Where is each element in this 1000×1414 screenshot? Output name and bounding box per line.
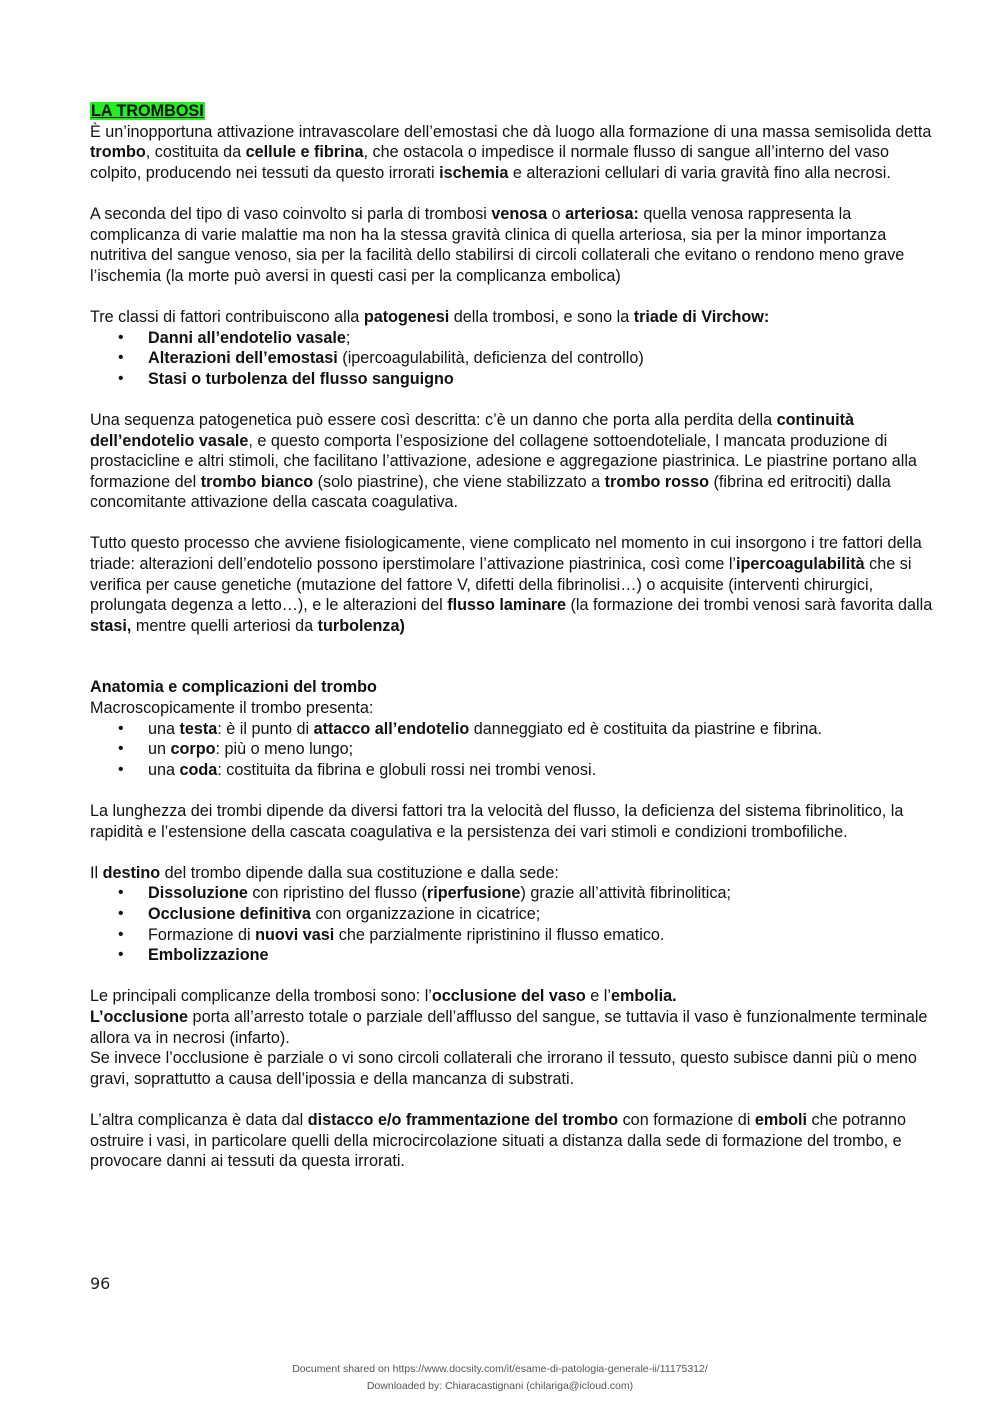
text: con formazione di — [618, 1110, 755, 1129]
text: mentre quelli arteriosi da — [131, 616, 318, 635]
text: , e questo comporta l’esposizione del collagene sottoendoteliale, l mancata produzione di prostacicline e altri stimoli, che facilitano l’attivazione, adesione e aggregazione piastrinica. Le piastrine portano alla formazione del — [90, 431, 917, 491]
paragraph-destino — [90, 863, 940, 884]
bold-text: cellule e fibrina — [245, 143, 364, 162]
paragraph-emboli — [90, 1110, 940, 1172]
text: della trombosi, e sono la — [449, 307, 634, 326]
text: o — [547, 204, 566, 223]
bold-text: attacco all’endotelio — [313, 719, 470, 738]
paragraph-patogenesi — [90, 307, 940, 328]
bold-text: arteriosa: — [565, 204, 639, 223]
bold-text: embolia. — [610, 987, 677, 1006]
document-body — [90, 101, 940, 1172]
bold-text: trombo rosso — [604, 472, 709, 491]
text: (fibrina ed eritrociti) dalla concomitante attivazione della cascata coagulativa. — [90, 472, 891, 512]
paragraph-complicanze — [90, 986, 940, 1007]
paragraph-occlusione — [90, 1007, 940, 1048]
bold-text: stasi, — [90, 616, 132, 635]
list-item — [90, 904, 940, 925]
bold-text: Anatomia e complicazioni del trombo — [90, 678, 377, 697]
list-item — [90, 760, 940, 781]
text: e l’ — [585, 987, 611, 1006]
paragraph-definition — [90, 122, 940, 184]
text: Tutto questo processo che avviene fisiologicamente, viene complicato nel momento in cui insorgono i tre fattori della triade: alterazioni dell’endotelio possono iperstimolare l’attivazione piastrinica, così come l’ — [90, 534, 922, 574]
text: A seconda del tipo di vaso coinvolto si parla di trombosi — [90, 204, 492, 223]
bold-text: riperfusione — [426, 884, 521, 903]
bold-text: testa — [179, 719, 218, 738]
list-item — [90, 925, 940, 946]
text: Tre classi di fattori contribuiscono alla — [90, 307, 364, 326]
list-item — [90, 348, 940, 369]
text: un — [148, 740, 171, 759]
bold-text: coda — [179, 760, 218, 779]
bold-text: L’occlusione — [90, 1007, 189, 1026]
text: , costituita da — [145, 143, 246, 162]
text: una — [148, 760, 180, 779]
text: : più o meno lungo; — [215, 740, 354, 759]
text: danneggiato ed è costituita da piastrine e fibrina. — [469, 719, 823, 738]
bold-text: venosa — [491, 204, 548, 223]
text: Una sequenza patogenetica può essere così descritta: c’è un danno che porta alla perdita della — [90, 410, 777, 429]
section-heading — [90, 677, 940, 698]
page-number: 96 — [90, 1274, 111, 1293]
bold-text: ischemia — [439, 163, 509, 182]
bold-text: emboli — [754, 1110, 808, 1129]
text: con ripristino del flusso ( — [247, 884, 427, 903]
bold-text: triade di Virchow: — [633, 307, 770, 326]
bold-text: continuità dell’endotelio vasale — [90, 410, 854, 450]
paragraph-venosa-arteriosa — [90, 204, 940, 286]
bold-text: patogenesi — [363, 307, 450, 326]
list-item — [90, 883, 940, 904]
text: ) grazie all’attività fibrinolitica; — [520, 884, 731, 903]
virchow-list — [90, 328, 940, 390]
text: : costituita da fibrina e globuli rossi nei trombi venosi. — [217, 760, 597, 779]
text: L’altra complicanza è data dal — [90, 1110, 308, 1129]
bold-text: ipercoagulabilità — [736, 555, 865, 574]
text: una — [148, 719, 180, 738]
text: ; — [345, 328, 351, 347]
title-line — [90, 101, 940, 122]
text: e alterazioni cellulari di varia gravità fino alla necrosi. — [508, 163, 891, 182]
text: , che ostacola o impedisce il normale flusso di sangue all’interno del vaso colpito, producendo nei tessuti da questo irrorati — [90, 143, 889, 182]
text: : è il punto di — [217, 719, 314, 738]
text: (la formazione dei trombi venosi sarà favorita dalla — [566, 596, 933, 615]
list-item — [90, 328, 940, 349]
text: con organizzazione in cicatrice; — [310, 904, 541, 923]
thrombus-parts-list — [90, 719, 940, 781]
text: È un’inopportuna attivazione intravascolare dell’emostasi che dà luogo alla formazione di una massa semisolida detta — [90, 122, 932, 141]
text: che parzialmente ripristinino il flusso ematico. — [334, 925, 665, 944]
bold-text: Danni all’endotelio vasale — [148, 328, 346, 347]
footer-downloaded-by: Downloaded by: Chiaracastignani (chilariga@icloud.com) — [366, 1380, 634, 1392]
list-item — [90, 369, 940, 390]
text: del trombo dipende dalla sua costituzione e dalla sede: — [160, 863, 559, 882]
paragraph-sequenza — [90, 410, 940, 513]
paragraph-processo — [90, 533, 940, 636]
bold-text: distacco e/o frammentazione del trombo — [307, 1110, 619, 1129]
text: Formazione di — [148, 925, 256, 944]
bold-text: Embolizzazione — [148, 946, 269, 965]
section-intro: Macroscopicamente il trombo presenta: — [90, 699, 374, 718]
bold-text: turbolenza) — [317, 616, 405, 635]
text: Il — [90, 863, 103, 882]
bold-text: trombo — [90, 143, 146, 162]
list-item — [90, 719, 940, 740]
bold-text: flusso laminare — [447, 596, 567, 615]
paragraph-lunghezza: La lunghezza dei trombi dipende da diversi fattori tra la velocità del flusso, la deficienza del sistema fibrinolitico, la rapidità e l’estensione della cascata coagulativa e la persistenza dei vari stimoli e condizioni trombofiliche. — [90, 802, 904, 841]
list-item — [90, 945, 940, 966]
text: (ipercoagulabilità, deficienza del controllo) — [337, 349, 644, 368]
bold-text: nuovi vasi — [255, 925, 335, 944]
paragraph-occlusione-parziale: Se invece l’occlusione è parziale o vi sono circoli collaterali che irrorano il tessuto, questo subisce danni più o meno gravi, soprattutto a causa dell’ipossia e della mancanza di substrati. — [90, 1049, 917, 1088]
bold-text: Alterazioni dell’emostasi — [148, 349, 338, 368]
section-title: LA TROMBOSI — [91, 102, 204, 120]
list-item — [90, 739, 940, 760]
bold-text: corpo — [170, 740, 216, 759]
text: che si verifica per cause genetiche (mutazione del fattore V, difetti della fibrinolisi…) o acquisite (interventi chirurgici, prolungata degenza a letto…), e le alterazioni del — [90, 555, 912, 615]
text: quella venosa rappresenta la complicanza di varie malattie ma non ha la stessa gravità clinica di quella arteriosa, sia per la minor importanza nutritiva del sangue venoso, sia per la facilità dello stabilirsi di circoli collaterali che evitano o rendono meno grave l’ischemia (la morte può aversi in questi casi per la complicanza embolica) — [90, 204, 905, 285]
text: porta all’arresto totale o parziale dell’afflusso del sangue, se tuttavia il vaso è funzionalmente terminale allora va in necrosi (infarto). — [90, 1007, 928, 1047]
text: che potranno ostruire i vasi, in particolare quelli della microcircolazione situati a distanza dalla sede di formazione del trombo, e provocare danni ai tessuti da questa irrorati. — [90, 1110, 907, 1171]
bold-text: Dissoluzione — [148, 884, 248, 903]
text: (solo piastrine), che viene stabilizzato a — [313, 472, 605, 491]
bold-text: occlusione del vaso — [431, 987, 586, 1006]
bold-text: Occlusione definitiva — [148, 904, 311, 923]
bold-text: destino — [102, 863, 161, 882]
footer-shared-link: Document shared on https://www.docsity.com/it/esame-di-patologia-generale-ii/11175312/ — [292, 1363, 708, 1375]
destino-list — [90, 883, 940, 965]
bold-text: Stasi o turbolenza del flusso sanguigno — [148, 369, 454, 388]
bold-text: trombo bianco — [200, 472, 314, 491]
text: Le principali complicanze della trombosi sono: l’ — [90, 987, 432, 1006]
